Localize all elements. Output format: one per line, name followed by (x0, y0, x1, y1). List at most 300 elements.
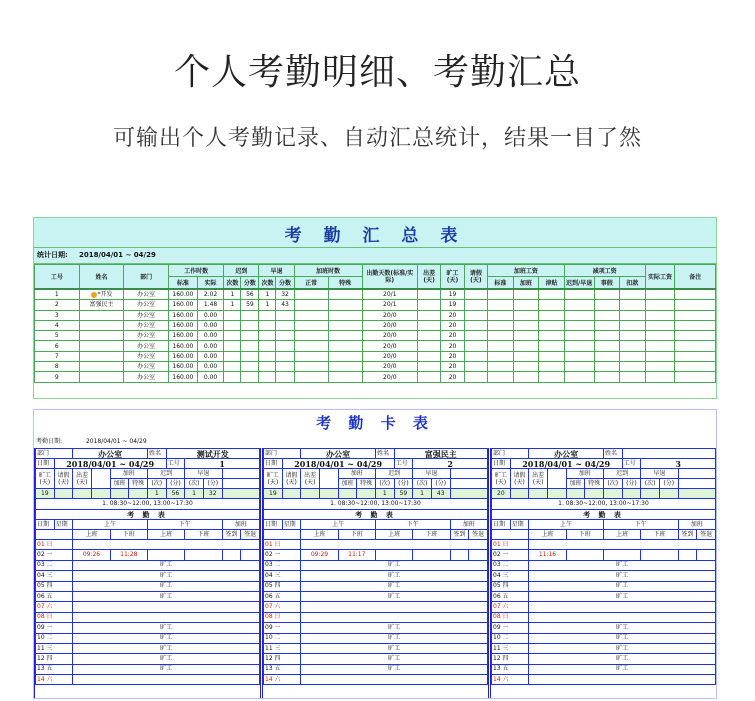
cell-no-value: 4 (54, 322, 59, 330)
card-table-title: 考 勤 表 (264, 510, 488, 520)
cell-dept-value: 办公室 (137, 352, 156, 360)
list-item (36, 591, 260, 601)
day-label: 05 四 (264, 581, 301, 591)
list-item (264, 602, 488, 612)
cell-deduct-leave (594, 331, 620, 341)
late-group-label: 迟到 (375, 469, 412, 479)
date-label: 日期 (492, 459, 511, 469)
list-item (492, 612, 716, 622)
cell-early-times (259, 331, 276, 341)
am-off-label: 下班 (566, 530, 603, 540)
cell-ot-std (488, 372, 514, 382)
pm-on-time (147, 550, 184, 560)
day-label: 08 日 (492, 612, 529, 622)
day-label: 13 五 (36, 664, 73, 674)
cell-dept (124, 289, 169, 300)
ot-in-label: 签到 (222, 530, 241, 540)
late-minutes-value: 56 (166, 489, 185, 499)
cell-actual-pay (645, 372, 675, 382)
cell-attend-days (362, 310, 417, 320)
early-times-value (641, 489, 660, 499)
absent-mark: 旷工 (73, 643, 260, 653)
day-empty (301, 602, 488, 612)
cell-late-minutes (241, 341, 259, 351)
cell-late-minutes-value: 59 (246, 301, 254, 309)
ot-group-label: 加班 (110, 469, 147, 479)
cell-remark (675, 300, 716, 310)
absent-mark: 旷工 (73, 591, 260, 601)
list-item (264, 675, 488, 685)
card-table (491, 448, 716, 685)
cell-ot-sub (539, 351, 565, 361)
cell-actual-pay (645, 331, 675, 341)
cell-late-times-value: 1 (230, 301, 235, 309)
col-name: 姓名 (79, 265, 124, 290)
cell-ot-special (328, 331, 362, 341)
dept-value: 办公室 (529, 449, 604, 459)
blank-label (222, 469, 259, 479)
day-label: 02 一 (492, 550, 529, 560)
list-item (264, 654, 488, 664)
cell-deduct-other (620, 351, 646, 361)
cell-no-value: 3 (54, 311, 59, 319)
cell-no-value: 9 (54, 373, 59, 381)
date-value: 2018/04/01 ~ 04/29 (282, 459, 394, 469)
cell-attend-days (362, 300, 417, 310)
day-empty (301, 540, 488, 550)
cell-ot-std (488, 331, 514, 341)
day-label: 02 一 (264, 550, 301, 560)
overtime-label: 加班 (450, 520, 487, 530)
cell-attend-days-value: 20/0 (383, 352, 397, 360)
cell-no (35, 320, 80, 330)
cell-attend-days-value: 20/1 (383, 291, 397, 299)
list-item (36, 643, 260, 653)
cell-ot-std (488, 310, 514, 320)
early-group-label: 早退 (641, 469, 678, 479)
date-value: 2018/04/01 ~ 04/29 (510, 459, 622, 469)
day-label: 14 六 (264, 675, 301, 685)
day-col-label: 日期 (264, 520, 283, 530)
cell-early-times (259, 300, 276, 310)
cell-no (35, 289, 80, 300)
cell-absent (441, 310, 464, 320)
pm-off-time (641, 550, 678, 560)
absent-mark: 旷工 (529, 581, 716, 591)
ot-out-time (469, 550, 488, 560)
schedule-text: 1. 08:30~12:00, 13:00~17:30 (36, 499, 260, 510)
cell-ot-sub (539, 341, 565, 351)
absent-mark: 旷工 (529, 643, 716, 653)
cell-dept-value: 办公室 (137, 342, 156, 350)
absent-mark: 旷工 (529, 664, 716, 674)
absent-value: 19 (264, 489, 283, 499)
day-empty (529, 675, 716, 685)
cell-deduct-late (564, 310, 594, 320)
table-row (35, 341, 716, 351)
cell-actual (197, 351, 224, 361)
card-date-row (34, 436, 716, 447)
cell-deduct-late (564, 289, 594, 300)
cell-deduct-other (620, 289, 646, 300)
table-row (35, 300, 716, 310)
cell-deduct-leave (594, 341, 620, 351)
late-minutes-value: 59 (394, 489, 413, 499)
cell-actual-pay (645, 320, 675, 330)
ot-in-label: 签到 (450, 530, 469, 540)
day-label: 08 日 (264, 612, 301, 622)
day-label: 10 二 (492, 633, 529, 643)
day-empty (301, 675, 488, 685)
cell-attend-days (362, 341, 417, 351)
list-item (264, 560, 488, 570)
day-empty (301, 612, 488, 622)
cell-leave (464, 351, 487, 361)
list-item (492, 654, 716, 664)
col-leave: 请假(天) (464, 265, 487, 290)
col-dept: 部门 (124, 265, 169, 290)
cell-dept-value: 办公室 (137, 291, 156, 299)
cell-trip (417, 341, 440, 351)
day-label: 12 四 (264, 654, 301, 664)
cell-deduct-late (564, 320, 594, 330)
cell-name (79, 289, 124, 300)
overtime-label: 加班 (678, 520, 715, 530)
am-on-label: 上班 (529, 530, 566, 540)
cell-ot-std (488, 351, 514, 361)
cell-late-minutes (241, 362, 259, 372)
cell-standard-value: 160.00 (172, 373, 194, 381)
col-work-hours: 工作时数 (169, 265, 224, 277)
early-group-label: 早退 (413, 469, 450, 479)
cell-dept (124, 362, 169, 372)
cell-standard (169, 362, 198, 372)
col-remark: 备注 (675, 265, 716, 290)
blank-label (547, 469, 566, 489)
cell-absent-value: 20 (448, 332, 457, 340)
cell-early-minutes (276, 351, 294, 361)
dept-value: 办公室 (301, 449, 376, 459)
col-attend-days: 出勤天数(标准/实际) (362, 265, 417, 290)
cell-standard (169, 331, 198, 341)
cell-deduct-leave (594, 289, 620, 300)
ot-out-label: 签退 (241, 530, 260, 540)
dept-value: 办公室 (73, 449, 148, 459)
cell-absent-value: 19 (448, 301, 457, 309)
summary-date-range: 2018/04/01 ~ 04/29 (78, 251, 156, 259)
cell-ot-special (328, 320, 362, 330)
cell-ot-special (328, 310, 362, 320)
list-item (36, 550, 260, 560)
cell-actual (197, 320, 224, 330)
leave-value (510, 489, 529, 499)
cell-early-times (259, 289, 276, 300)
trip-value (529, 489, 548, 499)
day-empty (73, 612, 260, 622)
dept-label: 部门 (36, 449, 73, 459)
no-value: 2 (413, 459, 488, 469)
absent-mark: 旷工 (529, 623, 716, 633)
list-item (36, 540, 260, 550)
cell-early-times (259, 341, 276, 351)
cell-leave (464, 362, 487, 372)
absent-mark: 旷工 (301, 654, 488, 664)
list-item (492, 540, 716, 550)
cell-trip (417, 289, 440, 300)
col-ot-pay: 加班工资 (488, 265, 565, 277)
card-date-label: 考勤日期: (36, 438, 63, 445)
cell-absent-value: 20 (448, 373, 457, 381)
day-label: 03 二 (492, 560, 529, 570)
cell-actual-value: 0.00 (203, 363, 218, 371)
cell-late-minutes (241, 289, 259, 300)
cell-ot-extra (513, 300, 539, 310)
employee-card (262, 448, 489, 698)
list-item (264, 643, 488, 653)
cell-ot-sub (539, 289, 565, 300)
cell-late-minutes (241, 372, 259, 382)
cell-dept-value: 办公室 (137, 322, 156, 330)
cell-standard-value: 160.00 (172, 301, 194, 309)
late-group-label: 迟到 (603, 469, 640, 479)
cell-attend-days (362, 362, 417, 372)
list-item (36, 675, 260, 685)
col-deduct: 减项工资 (564, 265, 645, 277)
cell-deduct-other (620, 341, 646, 351)
cell-standard-value: 160.00 (172, 363, 194, 371)
cell-ot-std (488, 362, 514, 372)
cell-deduct-other (620, 320, 646, 330)
afternoon-label: 下午 (375, 520, 450, 530)
blank-value (91, 489, 110, 499)
cell-name (79, 341, 124, 351)
ot-in-time (678, 550, 697, 560)
page-title: 个人考勤明细、考勤汇总 (173, 52, 581, 93)
cell-trip (417, 320, 440, 330)
day-label: 09 一 (492, 623, 529, 633)
late-times-value: 1 (147, 489, 166, 499)
day-label: 01 日 (264, 540, 301, 550)
day-label: 09 一 (36, 623, 73, 633)
cell-actual (197, 310, 224, 320)
ot-in-time (450, 550, 469, 560)
cell-absent-value: 20 (448, 363, 457, 371)
blank-label (264, 530, 301, 540)
cell-late-minutes (241, 331, 259, 341)
ot-special-value (585, 489, 604, 499)
day-label: 01 日 (492, 540, 529, 550)
early-times-label: (次) (641, 479, 660, 489)
cell-ot-extra (513, 351, 539, 361)
cell-trip (417, 351, 440, 361)
cell-late-minutes (241, 310, 259, 320)
cell-deduct-other (620, 310, 646, 320)
trip-label: 出差(天) (301, 469, 320, 489)
cell-ot-normal (294, 331, 328, 341)
list-item (36, 623, 260, 633)
cell-name-value: 富强民主 (89, 301, 114, 309)
list-item (264, 571, 488, 581)
schedule-text: 1. 08:30~12:00, 13:00~17:30 (264, 499, 488, 510)
blank-label (450, 469, 487, 479)
leave-label: 请假(天) (54, 469, 73, 489)
table-row (35, 372, 716, 382)
col-early-minutes: 分数 (276, 277, 294, 290)
cell-ot-sub (539, 320, 565, 330)
day-empty (73, 602, 260, 612)
name-label: 姓名 (375, 449, 394, 459)
day-label: 09 一 (264, 623, 301, 633)
list-item (492, 675, 716, 685)
cell-deduct-leave (594, 372, 620, 382)
cell-dept-value: 办公室 (137, 311, 156, 319)
cell-leave (464, 331, 487, 341)
cell-standard (169, 310, 198, 320)
am-off-label: 下班 (338, 530, 375, 540)
cell-attend-days (362, 331, 417, 341)
pm-on-time (375, 550, 412, 560)
cell-ot-sub (539, 331, 565, 341)
early-minutes-value (659, 489, 678, 499)
blank-label (319, 469, 338, 489)
cell-leave (464, 310, 487, 320)
absent-label: 旷工(天) (264, 469, 283, 489)
day-label: 08 日 (36, 612, 73, 622)
col-deduct-leave: 事假 (594, 277, 620, 290)
list-item (36, 560, 260, 570)
cell-actual (197, 362, 224, 372)
cell-leave (464, 300, 487, 310)
date-label: 日期 (36, 459, 55, 469)
list-item (264, 612, 488, 622)
cell-standard (169, 351, 198, 361)
cell-late-times (224, 341, 241, 351)
cell-absent-value: 20 (448, 352, 457, 360)
col-absent: 旷工(天) (441, 265, 464, 290)
cell-deduct-late (564, 331, 594, 341)
cell-deduct-leave (594, 362, 620, 372)
cell-actual-pay (645, 351, 675, 361)
absent-label: 旷工(天) (36, 469, 55, 489)
cell-remark (675, 289, 716, 300)
cell-ot-special (328, 372, 362, 382)
cell-name (79, 362, 124, 372)
ot-special-label: 特殊 (129, 479, 148, 489)
table-row (35, 362, 716, 372)
pm-on-time (603, 550, 640, 560)
day-label: 11 三 (36, 643, 73, 653)
cell-attend-days-value: 20/1 (383, 301, 397, 309)
cell-attend-days-value: 20/0 (383, 363, 397, 371)
cell-no-value: 1 (54, 291, 59, 299)
cell-ot-normal (294, 341, 328, 351)
list-item (264, 664, 488, 674)
cell-late-times (224, 331, 241, 341)
col-overtime: 加班时数 (294, 265, 362, 277)
ot-out-time (241, 550, 260, 560)
day-label: 12 四 (492, 654, 529, 664)
pm-off-time (185, 550, 222, 560)
cell-early-minutes-value: 43 (281, 301, 289, 309)
cell-ot-normal (294, 362, 328, 372)
absent-mark: 旷工 (529, 633, 716, 643)
cell-standard-value: 160.00 (172, 342, 194, 350)
cell-remark (675, 341, 716, 351)
morning-label: 上午 (301, 520, 376, 530)
cell-actual-pay (645, 289, 675, 300)
blank-value (222, 489, 259, 499)
blank-label (492, 530, 529, 540)
absent-mark: 旷工 (73, 664, 260, 674)
day-label: 07 六 (36, 602, 73, 612)
day-label: 02 一 (36, 550, 73, 560)
cell-ot-std (488, 341, 514, 351)
late-group-label: 迟到 (147, 469, 184, 479)
cell-actual-value: 0.00 (203, 373, 218, 381)
trip-label: 出差(天) (529, 469, 548, 489)
cell-ot-std (488, 300, 514, 310)
cell-actual-pay (645, 341, 675, 351)
cell-ot-extra (513, 310, 539, 320)
leave-label: 请假(天) (282, 469, 301, 489)
list-item (492, 664, 716, 674)
cell-absent (441, 300, 464, 310)
cell-actual-pay (645, 310, 675, 320)
cell-ot-extra (513, 320, 539, 330)
blank-value (547, 489, 566, 499)
cell-late-times (224, 320, 241, 330)
cell-remark (675, 372, 716, 382)
cell-absent-value: 20 (448, 322, 457, 330)
day-label: 14 六 (36, 675, 73, 685)
cell-absent (441, 320, 464, 330)
cell-deduct-leave (594, 300, 620, 310)
day-label: 04 三 (264, 571, 301, 581)
pm-off-time (413, 550, 450, 560)
cell-late-minutes (241, 351, 259, 361)
cell-standard-value: 160.00 (172, 352, 194, 360)
cell-early-minutes (276, 341, 294, 351)
list-item (36, 602, 260, 612)
ot-value (110, 489, 129, 499)
cell-trip (417, 372, 440, 382)
blank-label (91, 469, 110, 489)
day-label: 04 三 (36, 571, 73, 581)
cell-attend-days-value: 20/0 (383, 322, 397, 330)
cell-absent (441, 289, 464, 300)
list-item (492, 623, 716, 633)
ot-normal-label: 加班 (110, 479, 129, 489)
cell-late-times (224, 362, 241, 372)
cell-early-minutes (276, 362, 294, 372)
cell-deduct-other (620, 372, 646, 382)
cell-no (35, 310, 80, 320)
name-value: 测试开发 (166, 449, 259, 459)
list-item (36, 612, 260, 622)
cell-early-times-value: 1 (265, 291, 270, 299)
late-times-value: 1 (375, 489, 394, 499)
list-item (264, 581, 488, 591)
list-item (492, 602, 716, 612)
cell-standard (169, 300, 198, 310)
col-early: 早退 (259, 265, 294, 277)
list-item (264, 550, 488, 560)
list-item (492, 591, 716, 601)
table-row (35, 351, 716, 361)
cell-dept-value: 办公室 (137, 301, 156, 309)
cell-deduct-late (564, 372, 594, 382)
morning-label: 上午 (73, 520, 148, 530)
